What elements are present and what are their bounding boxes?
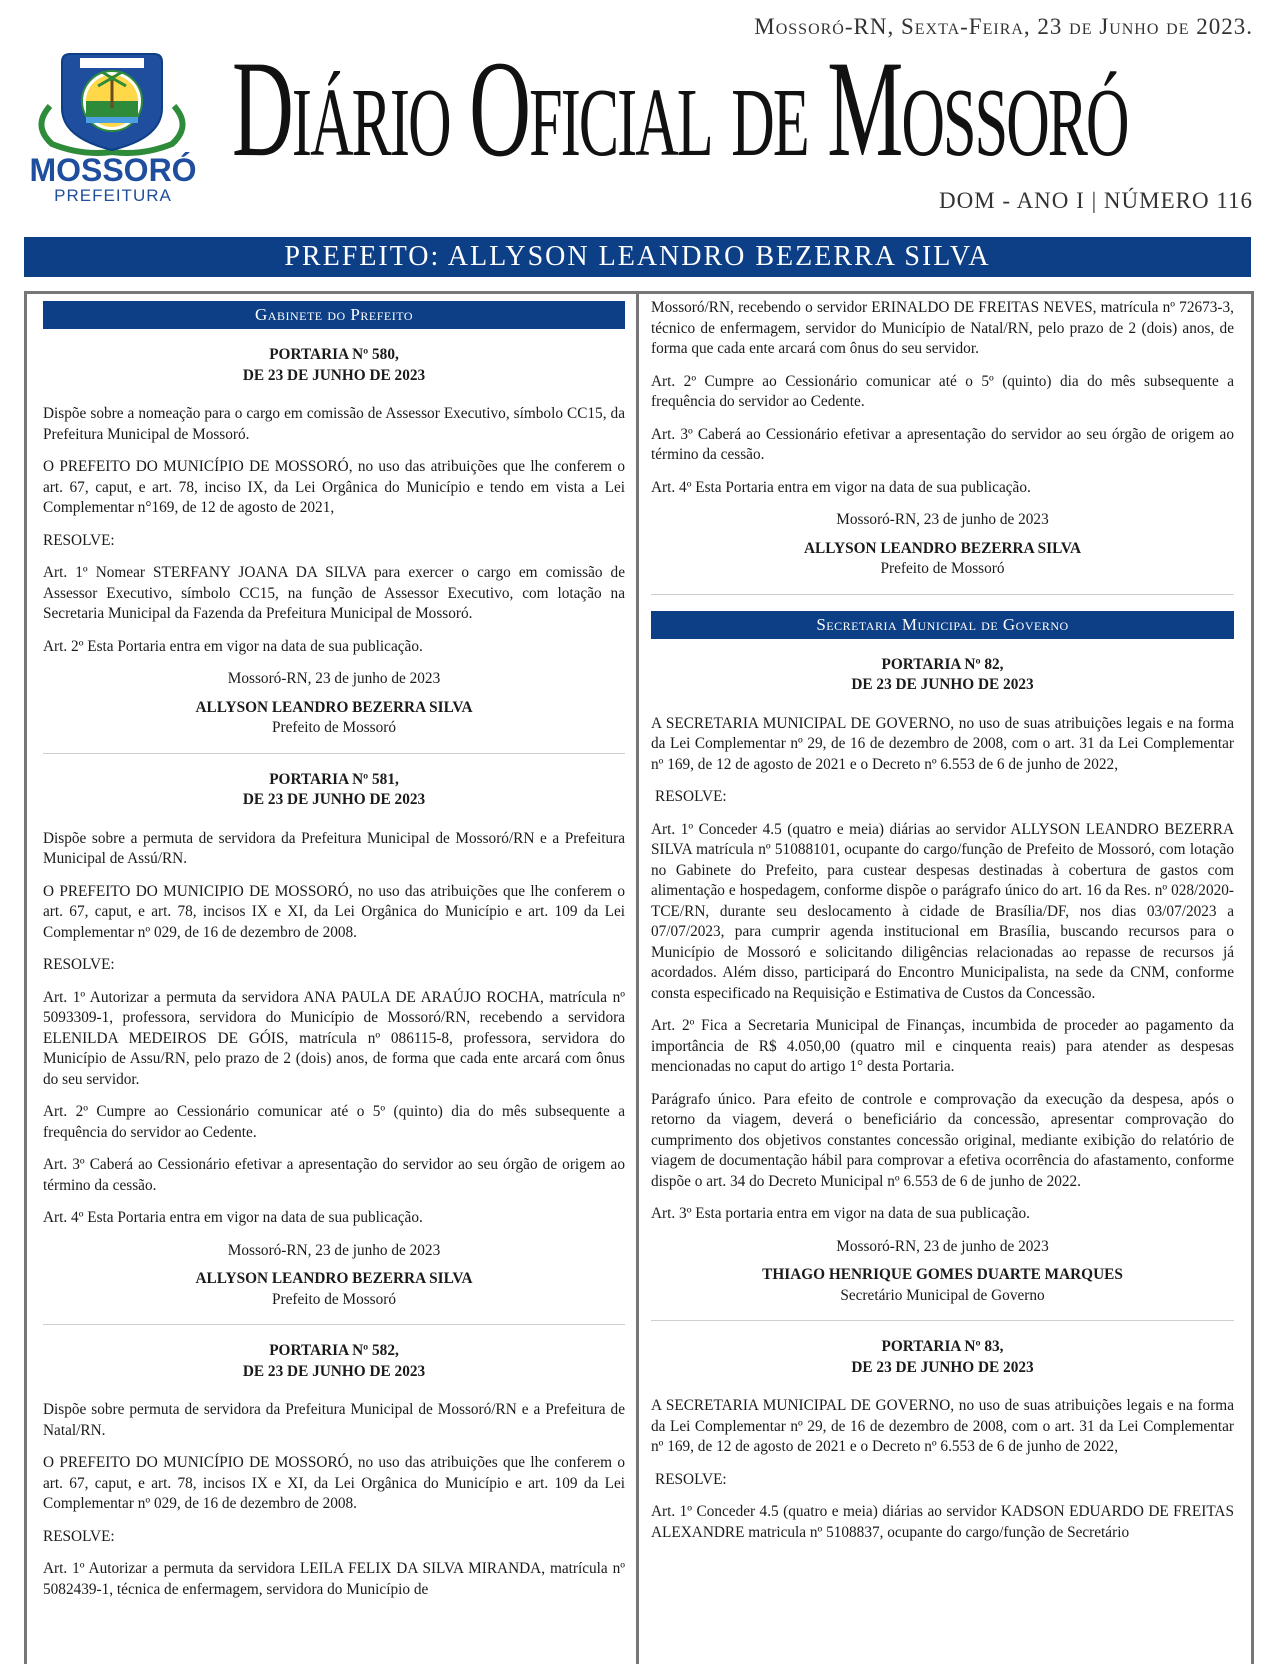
portaria-date: DE 23 DE JUNHO DE 2023 — [851, 1358, 1034, 1376]
preamble: A SECRETARIA MUNICIPAL DE GOVERNO, no uso de suas atribuições legais e na forma da Lei Complementar nº 29, de 16 de dezembro de 2008, com o art. 31 da Lei Complementar nº 169, de 12 de agosto de 2021 e o Decreto nº 6.553 de 6 de junho de 2022, — [651, 1397, 1234, 1455]
resolve: RESOLVE: — [43, 956, 115, 973]
portaria-number: PORTARIA Nº 83, — [881, 1338, 1004, 1355]
place-date: Mossoró-RN, 23 de junho de 2023 — [836, 511, 1049, 528]
edition-number: DOM - ANO I | NÚMERO 116 — [939, 188, 1253, 213]
section-header-gabinete: Gabinete do Prefeito — [43, 301, 625, 329]
municipal-seal-icon — [22, 46, 202, 156]
column-divider — [636, 294, 639, 1664]
portaria-83-title — [651, 1337, 1234, 1378]
separator — [43, 1324, 625, 1325]
article-continued: Mossoró/RN, recebendo o servidor ERINALDO DE FREITAS NEVES, matrícula nº 72673-3, técnico de enfermagem, servidor do Município de Natal/RN, pelo prazo de 2 (dois) anos, de forma que cada ente arcará com ônus do seu servidor. — [651, 299, 1234, 357]
logo-wordmark: MOSSORÓ — [29, 152, 197, 188]
article: Art. 1º Nomear STERFANY JOANA DA SILVA para exercer o cargo em comissão de Assessor Executivo, símbolo CC15, na função de Assessor Executivo, com lotação na Secretaria Municipal da Fazenda da Prefeitura Municipal de Mossoró. — [43, 564, 625, 622]
portaria-82-title — [651, 655, 1234, 696]
section-header-governo: Secretaria Municipal de Governo — [651, 611, 1234, 639]
portaria-date: DE 23 DE JUNHO DE 2023 — [851, 676, 1034, 693]
signer-role: Prefeito de Mossoró — [271, 1290, 397, 1308]
resolve: RESOLVE: — [43, 1527, 115, 1545]
article: Art. 3º Caberá ao Cessionário efetivar a apresentação do servidor ao seu órgão de origem ao término da cessão. — [651, 425, 1234, 463]
resolve: RESOLVE: — [43, 531, 115, 549]
portaria-number: PORTARIA Nº 580, — [269, 346, 399, 363]
place-date: Mossoró-RN, 23 de junho de 2023 — [836, 1237, 1049, 1255]
signer-name: ALLYSON LEANDRO BEZERRA SILVA — [195, 698, 473, 716]
portaria-date: DE 23 DE JUNHO DE 2023 — [242, 1362, 426, 1380]
preamble: A SECRETARIA MUNICIPAL DE GOVERNO, no uso de suas atribuições legais e na forma da Lei Complementar nº 29, de 16 de dezembro de 2008, com o art. 31 da Lei Complementar nº 169, de 12 de agosto de 2021 e o Decreto nº 6.553 de 6 de junho de 2022, — [651, 714, 1234, 773]
article: Art. 3º Esta portaria entra em vigor na data de sua publicação. — [651, 1205, 1030, 1222]
portaria-number: PORTARIA Nº 581, — [269, 770, 399, 788]
portaria-582-title — [43, 1341, 625, 1382]
summary: Dispõe sobre permuta de servidora da Prefeitura Municipal de Mossoró/RN e a Prefeitura de Natal/RN. — [43, 1401, 625, 1439]
article: Art. 3º Caberá ao Cessionário efetivar a apresentação do servidor ao seu órgão de origem ao término da cessão. — [43, 1156, 625, 1194]
portaria-date: DE 23 DE JUNHO DE 2023 — [242, 366, 426, 384]
signer-name: ALLYSON LEANDRO BEZERRA SILVA — [195, 1270, 473, 1287]
signer-role: Prefeito de Mossoró — [271, 719, 397, 736]
preamble: O PREFEITO DO MUNICÍPIO DE MOSSORÓ, no uso das atribuições que lhe conferem o art. 67, caput, e art. 78, incisos IX e XI, da Lei Orgânica do Município e art. 109 da Lei Complementar nº 029, de 16 de dezembro de 2008. — [43, 1454, 625, 1512]
portaria-number: PORTARIA Nº 582, — [269, 1342, 399, 1359]
separator — [651, 1320, 1234, 1321]
preamble: O PREFEITO DO MUNICIPIO DE MOSSORÓ, no uso das atribuições que lhe conferem o art. 67, caput, e art. 78, incisos IX e XI, da Lei Orgânica do Município e art. 109 da Lei Complementar nº 029, de 16 de dezembro de 2008. — [43, 882, 625, 941]
article: Art. 1º Conceder 4.5 (quatro e meia) diárias ao servidor ALLYSON LEANDRO BEZERRA SILVA matrícula nº 51088101, ocupante do cargo/função de Prefeito de Mossoró, com lotação no Gabinete do Prefeito, para custear despesas destinadas à cobertura de gastos com alimentação e hospedagem, conforme dispõe o parágrafo único do art. 16 da Res. nº 028/2020-TCE/RN, durante seu deslocamento à cidade de Brasília/DF, nos dias 03/07/2023 a 07/07/2023, para cumprir agenda institucional em Brasília, buscando recursos para o Município de Mossoró e solicitando diligências relacionadas ao repasse de recursos já acordados. Além disso, participará do Encontro Municipalista, na sede da CNM, conforme consta especificado na Requisição e Estimativa de Custos da Concessão. — [651, 820, 1234, 1002]
resolve: RESOLVE: — [655, 788, 727, 805]
masthead-title: Diário Oficial de Mossoró — [232, 32, 1128, 185]
right-column — [651, 294, 1234, 1543]
preamble: O PREFEITO DO MUNICÍPIO DE MOSSORÓ, no uso das atribuições que lhe conferem o art. 67, caput, e art. 78, inciso IX, da Lei Orgânica do Município e tendo em vista a Lei Complementar n°169, de 12 de agosto de 2021, — [43, 458, 625, 516]
separator — [43, 753, 625, 754]
summary: Dispõe sobre a nomeação para o cargo em comissão de Assessor Executivo, símbolo CC15, da Prefeitura Municipal de Mossoró. — [43, 405, 625, 443]
signer-role: Secretário Municipal de Governo — [840, 1286, 1045, 1304]
paragraph: Parágrafo único. Para efeito de controle e comprovação da execução da despesa, após o retorno da viagem, deverá o beneficiário da concessão, apresentar comprovação do cumprimento dos objetivos constantes concessão original, mediante exibição do relatório de viagem de documentação hábil para comprovar a efetiva ocorrência do afastamento, conforme dispõe o art. 34 do Decreto Municipal nº 6.553 de 6 de junho de 2022. — [651, 1090, 1234, 1190]
signer-name: THIAGO HENRIQUE GOMES DUARTE MARQUES — [762, 1266, 1123, 1283]
signer-role: Prefeito de Mossoró — [880, 560, 1005, 577]
logo-subtitle: PREFEITURA — [54, 186, 172, 205]
summary: Dispõe sobre a permuta de servidora da Prefeitura Municipal de Mossoró/RN e a Prefeitura Municipal de Assú/RN. — [43, 829, 625, 867]
resolve: RESOLVE: — [655, 1470, 727, 1488]
article: Art. 1º Autorizar a permuta da servidora ANA PAULA DE ARAÚJO ROCHA, matrícula nº 5093309-1, professora, servidora do Município de Mossoró/RN, recebendo a servidora ELENILDA MEDEIROS DE GÓIS, matrícula nº 086115-8, professora, servidora do Município de Assu/RN, pelo prazo de 2 (dois) anos, de forma que cada ente arcará com ônus do seu servidor. — [43, 988, 625, 1088]
dateline: Mossoró-RN, Sexta-Feira, 23 de Junho de 2023. — [754, 14, 1253, 39]
article: Art. 1º Autorizar a permuta da servidora LEILA FELIX DA SILVA MIRANDA, matrícula nº 5082439-1, técnica de enfermagem, servidora do Município de — [43, 1560, 625, 1598]
masthead-header — [0, 0, 1275, 240]
prefeito-banner: PREFEITO: ALLYSON LEANDRO BEZERRA SILVA — [24, 237, 1251, 277]
left-column — [43, 294, 625, 1600]
separator — [651, 594, 1234, 595]
place-date: Mossoró-RN, 23 de junho de 2023 — [227, 1241, 441, 1259]
article: Art. 2º Cumpre ao Cessionário comunicar até o 5º (quinto) dia do mês subsequente a frequência do servidor ao Cedente. — [43, 1103, 625, 1141]
portaria-580-title — [43, 345, 625, 386]
article: Art. 2º Fica a Secretaria Municipal de Finanças, incumbida de proceder ao pagamento da importância de R$ 4.050,00 (quatro mil e cinquenta reais) para atender as despesas mencionadas no caput do artigo 1° desta Portaria. — [651, 1017, 1234, 1075]
signer-name: ALLYSON LEANDRO BEZERRA SILVA — [803, 539, 1081, 557]
article: Art. 2º Esta Portaria entra em vigor na data de sua publicação. — [43, 637, 423, 655]
article: Art. 4º Esta Portaria entra em vigor na data de sua publicação. — [43, 1209, 423, 1226]
portaria-number: PORTARIA Nº 82, — [881, 655, 1004, 673]
article: Art. 4º Esta Portaria entra em vigor na data de sua publicação. — [651, 478, 1031, 496]
article: Art. 1º Conceder 4.5 (quatro e meia) diárias ao servidor KADSON EDUARDO DE FREITAS ALEXANDRE matricula nº 5108837, ocupante do cargo/função de Secretário — [651, 1503, 1234, 1541]
place-date: Mossoró-RN, 23 de junho de 2023 — [227, 670, 441, 687]
portaria-581-title — [43, 770, 625, 811]
article: Art. 2º Cumpre ao Cessionário comunicar até o 5º (quinto) dia do mês subsequente a frequência do servidor ao Cedente. — [651, 372, 1234, 410]
portaria-date: DE 23 DE JUNHO DE 2023 — [242, 791, 426, 808]
